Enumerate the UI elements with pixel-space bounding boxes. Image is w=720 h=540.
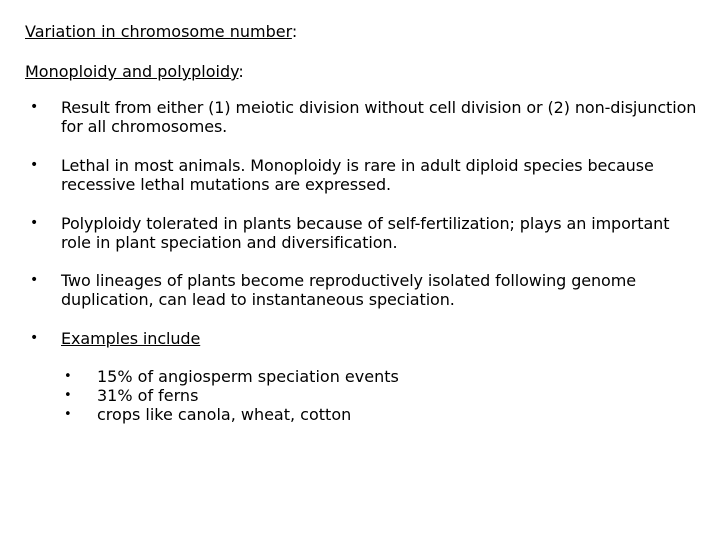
bullet-marker: • bbox=[30, 215, 39, 231]
slide-title bbox=[25, 22, 297, 41]
bullet-text: Examples include bbox=[61, 329, 201, 348]
sub-bullet-marker: • bbox=[64, 388, 72, 403]
sub-bullet-marker: • bbox=[64, 369, 72, 384]
sub-bullet-text: 15% of angiosperm speciation events bbox=[97, 367, 399, 386]
sub-bullet-text: 31% of ferns bbox=[97, 386, 199, 405]
sub-bullet-marker: • bbox=[64, 407, 72, 422]
sub-bullet-text: crops like canola, wheat, cotton bbox=[97, 405, 352, 424]
section-heading-colon: : bbox=[238, 62, 244, 81]
bullet-text: Result from either (1) meiotic division without cell division or (2) non-disjunction for all chromosomes. bbox=[61, 98, 697, 136]
section-heading bbox=[25, 62, 244, 81]
bullet-marker: • bbox=[30, 272, 39, 288]
bullet-text: Lethal in most animals. Monoploidy is rare in adult diploid species because recessive lethal mutations are expressed. bbox=[61, 156, 654, 194]
bullet-text: Two lineages of plants become reproductively isolated following genome duplication, can lead to instantaneous speciation. bbox=[61, 271, 636, 309]
section-heading-text: Monoploidy and polyploidy bbox=[25, 62, 239, 81]
title-colon: : bbox=[291, 22, 298, 41]
bullet-marker: • bbox=[30, 157, 39, 173]
bullet-text: Polyploidy tolerated in plants because of self-fertilization; plays an important role in plant speciation and diversification. bbox=[61, 214, 670, 252]
bullet-marker: • bbox=[30, 99, 39, 115]
title-text: Variation in chromosome number bbox=[25, 22, 292, 41]
bullet-marker: • bbox=[30, 330, 39, 346]
